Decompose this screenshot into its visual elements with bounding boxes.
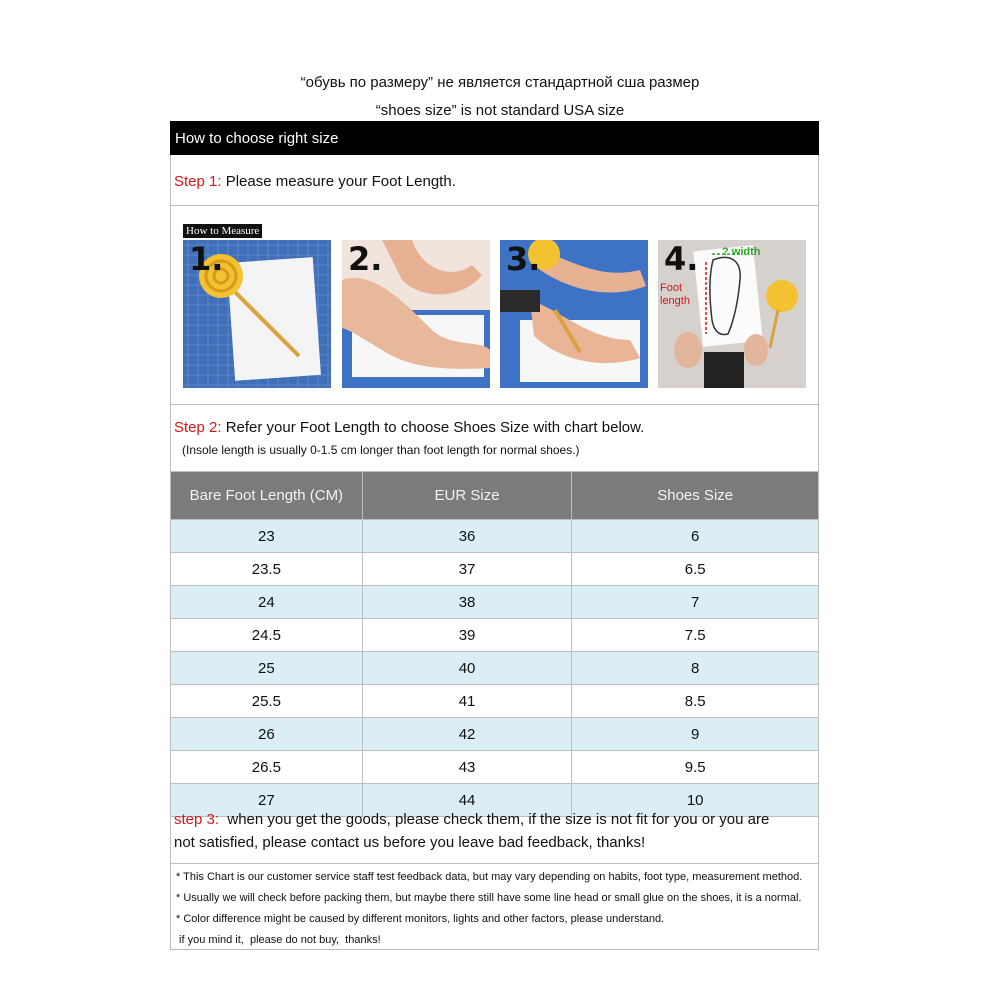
table-row bbox=[171, 586, 819, 619]
eur-size-cell: 43 bbox=[362, 751, 572, 784]
step2-line bbox=[174, 419, 644, 436]
step1-text: Please measure your Foot Length. bbox=[221, 173, 456, 190]
foot-length-cell: 26 bbox=[171, 718, 363, 751]
shoe-size-cell: 7 bbox=[572, 586, 819, 619]
table-row bbox=[171, 520, 819, 553]
foot-length-cell: 25.5 bbox=[171, 685, 363, 718]
measure-photo-2 bbox=[342, 240, 490, 388]
how-to-measure-label: How to Measure bbox=[183, 224, 262, 238]
insole-note: (Insole length is usually 0-1.5 cm longer than foot length for normal shoes.) bbox=[182, 443, 580, 457]
shoe-size-cell: 6.5 bbox=[572, 553, 819, 586]
step2-text: Refer your Foot Length to choose Shoes Size with chart below. bbox=[221, 419, 645, 436]
note-packing-check: * Usually we will check before packing them, but maybe there still have some line head or small glue on the shoes, it is a normal. bbox=[176, 892, 802, 904]
table-row bbox=[171, 652, 819, 685]
shoe-size-cell: 8.5 bbox=[572, 685, 819, 718]
measure-photo-3 bbox=[500, 240, 648, 388]
foot-length-cell: 23.5 bbox=[171, 553, 363, 586]
foot-length-cell: 24.5 bbox=[171, 619, 363, 652]
size-chart-table bbox=[170, 471, 819, 817]
step1-label: Step 1: bbox=[174, 173, 222, 190]
note-color-difference: * Color difference might be caused by different monitors, lights and other factors, please understand. bbox=[176, 913, 665, 925]
eur-size-cell: 38 bbox=[362, 586, 572, 619]
foot-length-cell: 25 bbox=[171, 652, 363, 685]
foot-length-cell: 27 bbox=[171, 784, 363, 817]
table-row bbox=[171, 685, 819, 718]
eur-size-cell: 40 bbox=[362, 652, 572, 685]
table-row bbox=[171, 553, 819, 586]
column-header: Bare Foot Length (CM) bbox=[171, 472, 363, 520]
shoe-size-cell: 6 bbox=[572, 520, 819, 553]
photo-number: 1. bbox=[189, 240, 224, 278]
table-header-row bbox=[171, 472, 819, 520]
column-header: EUR Size bbox=[362, 472, 572, 520]
foot-length-cell: 26.5 bbox=[171, 751, 363, 784]
step3-text-line2: not satisfied, please contact us before you leave bad feedback, thanks! bbox=[174, 834, 646, 851]
eur-size-cell: 41 bbox=[362, 685, 572, 718]
divider bbox=[170, 949, 819, 950]
shoe-size-cell: 10 bbox=[572, 784, 819, 817]
step3-text-line1: when you get the goods, please check them, if the size is not fit for you or you are bbox=[219, 811, 770, 828]
eur-size-cell: 37 bbox=[362, 553, 572, 586]
divider bbox=[170, 205, 819, 206]
note-do-not-buy: if you mind it, please do not buy, thanks! bbox=[176, 934, 381, 946]
shoe-size-cell: 9 bbox=[572, 718, 819, 751]
guide-title-bar bbox=[170, 121, 819, 155]
shoe-size-cell: 7.5 bbox=[572, 619, 819, 652]
table-row bbox=[171, 718, 819, 751]
english-size-notice: “shoes size” is not standard USA size bbox=[375, 102, 625, 119]
eur-size-cell: 36 bbox=[362, 520, 572, 553]
guide-title: How to choose right size bbox=[175, 130, 339, 147]
divider bbox=[170, 404, 819, 405]
step2-label: Step 2: bbox=[174, 419, 222, 436]
table-row bbox=[171, 619, 819, 652]
eur-size-cell: 44 bbox=[362, 784, 572, 817]
note-chart-data: * This Chart is our customer service staff test feedback data, but may vary depending on habits, foot type, measurement method. bbox=[176, 871, 803, 883]
foot-length-cell: 23 bbox=[171, 520, 363, 553]
foot-length-annotation: Foot length bbox=[660, 282, 690, 307]
step3-label: step 3: bbox=[174, 811, 220, 828]
russian-size-notice: “обувь по размеру” не является стандартной сша размер bbox=[300, 74, 700, 91]
step3-line1 bbox=[174, 811, 769, 828]
column-header: Shoes Size bbox=[572, 472, 819, 520]
measure-photo-1 bbox=[183, 240, 331, 388]
shoe-size-cell: 9.5 bbox=[572, 751, 819, 784]
table-row bbox=[171, 751, 819, 784]
eur-size-cell: 42 bbox=[362, 718, 572, 751]
photo-number: 2. bbox=[348, 240, 383, 278]
foot-length-cell: 24 bbox=[171, 586, 363, 619]
step1-line bbox=[174, 173, 456, 190]
eur-size-cell: 39 bbox=[362, 619, 572, 652]
photo-number: 3. bbox=[506, 240, 541, 278]
photo-number: 4. bbox=[664, 240, 699, 278]
measure-photo-4 bbox=[658, 240, 806, 388]
divider bbox=[170, 863, 819, 864]
width-annotation: ? width bbox=[722, 246, 761, 258]
shoe-size-cell: 8 bbox=[572, 652, 819, 685]
